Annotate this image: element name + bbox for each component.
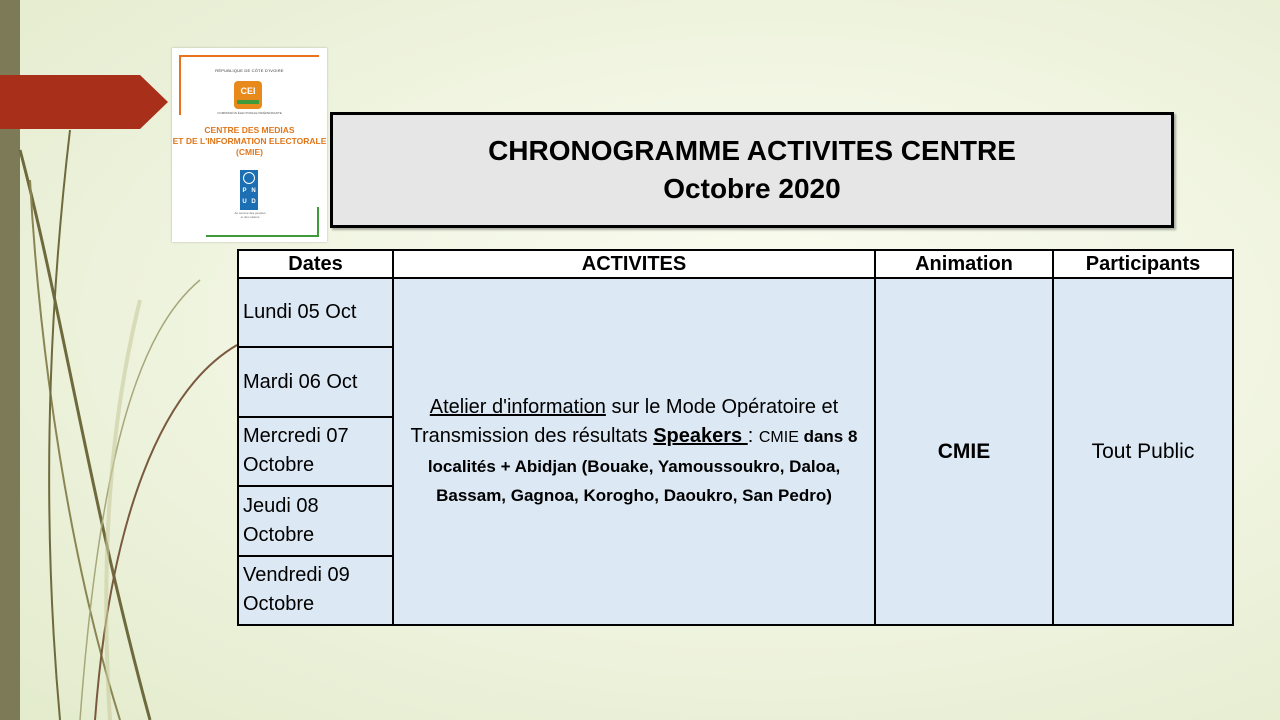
speakers-cmie: CMIE — [758, 429, 799, 446]
page-subtitle: Octobre 2020 — [663, 173, 841, 204]
logo-top-text: RÉPUBLIQUE DE CÔTE D'IVOIRE — [215, 68, 284, 73]
animation-cell: CMIE — [875, 278, 1053, 625]
cei-badge-text: CEI — [240, 86, 256, 96]
activity-title: Atelier d'information — [429, 396, 606, 418]
page-title: CHRONOGRAMME ACTIVITES CENTRE — [488, 135, 1016, 166]
un-globe-icon — [243, 172, 255, 184]
header-animation: Animation — [875, 250, 1053, 278]
speakers-colon: : — [747, 425, 759, 447]
cei-badge-subtitle: COMMISSION ÉLECTORALE INDÉPENDANTE — [217, 111, 282, 115]
table-row — [238, 278, 1233, 347]
header-dates: Dates — [238, 250, 393, 278]
schedule-table — [237, 249, 1234, 626]
date-cell: Mardi 06 Oct — [238, 347, 393, 416]
activity-text: sur le Mode Opératoire et Transmission des résultats — [410, 396, 839, 447]
date-cell: Jeudi 08 Octobre — [238, 486, 393, 555]
date-cell: Mercredi 07 Octobre — [238, 417, 393, 486]
arrow-banner — [0, 75, 170, 129]
activity-cell — [393, 278, 875, 625]
table-header-row — [238, 250, 1233, 278]
date-cell: Vendredi 09 Octobre — [238, 556, 393, 625]
activity-locations: dans 8 localités + Abidjan (Bouake, Yamoussoukro, Daloa, Bassam, Gagnoa, Korogho, Daoukro, San Pedro) — [427, 427, 858, 505]
title-box — [330, 112, 1174, 228]
logo-org-name: CENTRE DES MEDIAS ET DE L'INFORMATION ELECTORALE (CMIE) — [172, 125, 327, 157]
cmie-logo — [172, 48, 327, 242]
pnud-caption: Au service des peuples et des nations — [234, 211, 266, 219]
date-cell: Lundi 05 Oct — [238, 278, 393, 347]
participants-cell: Tout Public — [1053, 278, 1233, 625]
pnud-letters: P N U D — [242, 188, 256, 205]
header-participants: Participants — [1053, 250, 1233, 278]
header-activites: ACTIVITES — [393, 250, 875, 278]
speakers-label: Speakers — [653, 425, 748, 447]
